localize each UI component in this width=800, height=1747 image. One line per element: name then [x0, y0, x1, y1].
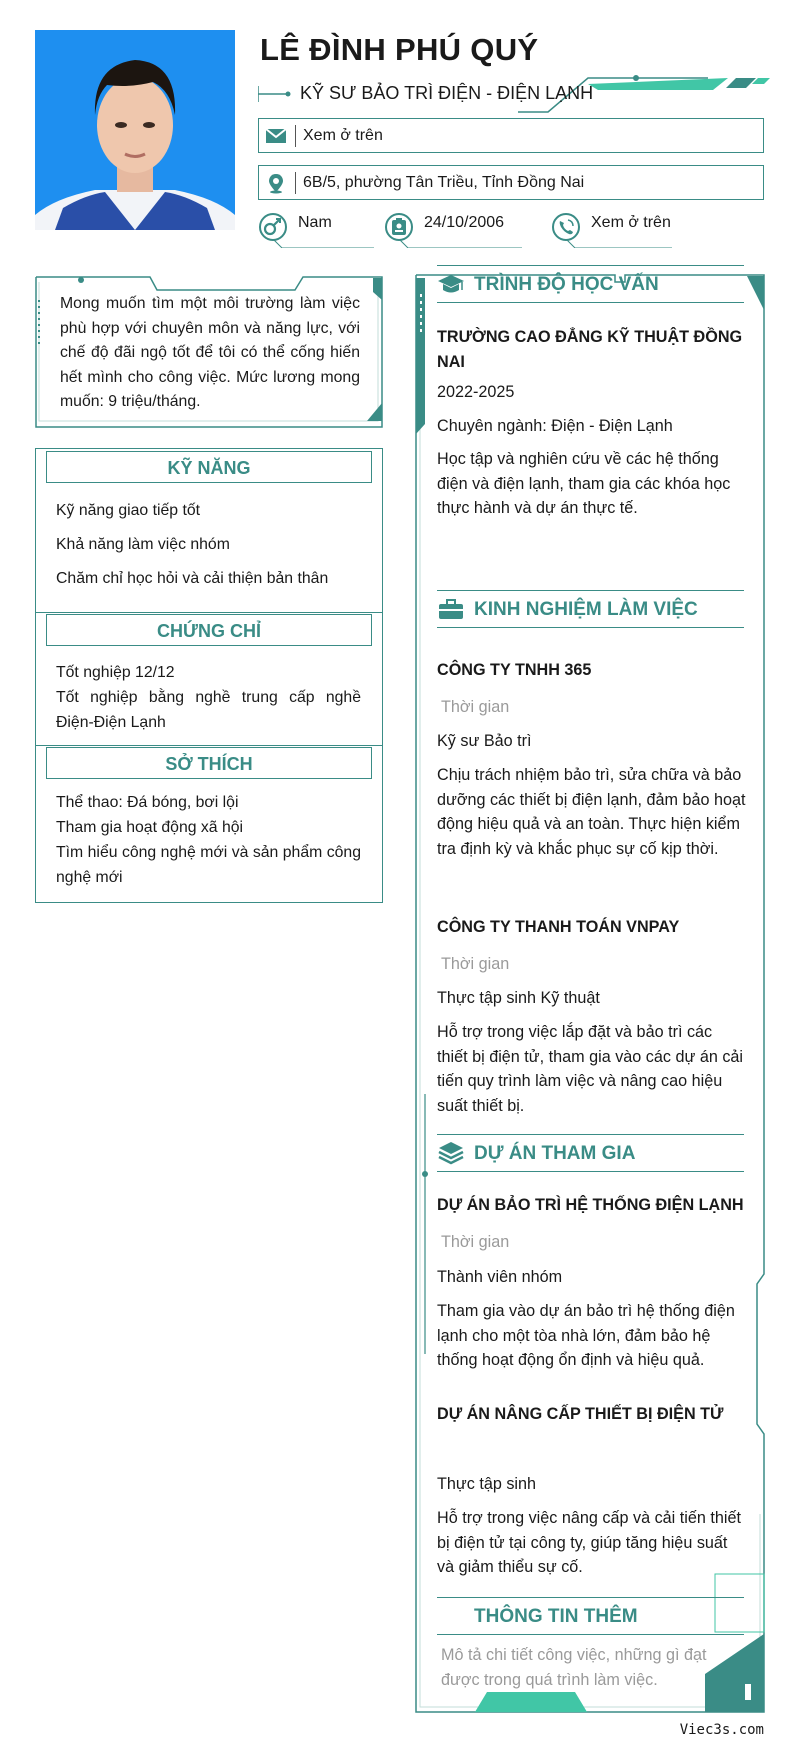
- project-name: DỰ ÁN NÂNG CẤP THIẾT BỊ ĐIỆN TỬ: [437, 1405, 724, 1423]
- job-time: Thời gian: [441, 698, 510, 716]
- project-time: Thời gian: [441, 1233, 510, 1251]
- project-role: Thành viên nhóm: [437, 1268, 563, 1286]
- briefcase-icon: [437, 597, 465, 621]
- hobby-item: Tìm hiểu công nghệ mới và sản phẩm công nghệ mới: [56, 844, 361, 886]
- education-period: 2022-2025: [437, 383, 515, 401]
- location-pin-icon: [265, 172, 287, 194]
- job-position: Kỹ sư Bảo trì: [437, 732, 532, 750]
- company-name: CÔNG TY TNHH 365: [437, 661, 592, 679]
- envelope-icon: [265, 125, 287, 147]
- profile-photo: [35, 30, 235, 230]
- skill-item: Chăm chỉ học hỏi và cải thiện bản thân: [56, 570, 329, 587]
- education-heading: TRÌNH ĐỘ HỌC VẤN: [437, 265, 744, 303]
- id-card-icon: [384, 212, 414, 242]
- education-major: Chuyên ngành: Điện - Điện Lạnh: [437, 417, 673, 435]
- graduation-cap-icon: [437, 272, 465, 296]
- job-time: Thời gian: [441, 955, 510, 973]
- hobbies-heading: SỞ THÍCH: [46, 747, 372, 779]
- job-title: KỸ SƯ BẢO TRÌ ĐIỆN - ĐIỆN LẠNH: [300, 83, 594, 103]
- address-value: 6B/5, phường Tân Triều, Tỉnh Đồng Nai: [303, 174, 585, 191]
- project-description: Tham gia vào dự án bảo trì hệ thống điện lạnh cho một tòa nhà lớn, đảm bảo hệ thống hoạt động ổn định và hiệu quả.: [437, 1302, 735, 1369]
- birthday-value: 24/10/2006: [424, 214, 505, 231]
- phone-icon: [551, 212, 581, 242]
- candidate-name: LÊ ĐÌNH PHÚ QUÝ: [260, 32, 539, 67]
- school-name: TRƯỜNG CAO ĐẲNG KỸ THUẬT ĐỒNG NAI: [437, 328, 743, 371]
- address-field[interactable]: [258, 165, 764, 200]
- project-description: Hỗ trợ trong việc nâng cấp và cải tiến thiết bị điện tử tại công ty, giúp tăng hiệu suất và giảm thiểu sự cố.: [437, 1509, 741, 1576]
- certificate-item: Tốt nghiệp 12/12: [56, 664, 175, 681]
- gender-item: [258, 208, 378, 253]
- phone-value: Xem ở trên: [591, 214, 671, 231]
- gender-icon: [258, 212, 288, 242]
- hobby-item: Thể thao: Đá bóng, bơi lội: [56, 794, 239, 811]
- skill-item: Khả năng làm việc nhóm: [56, 536, 230, 553]
- hobby-item: Tham gia hoạt động xã hội: [56, 819, 244, 836]
- project-name: DỰ ÁN BẢO TRÌ HỆ THỐNG ĐIỆN LẠNH: [437, 1196, 744, 1214]
- certificates-heading: CHỨNG CHỈ: [46, 614, 372, 646]
- additional-info-placeholder[interactable]: Mô tả chi tiết công việc, những gì đạt được trong quá trình làm việc.: [441, 1646, 707, 1689]
- gender-value: Nam: [298, 214, 332, 231]
- layers-icon: [437, 1141, 465, 1165]
- site-watermark: Viec3s.com: [679, 1722, 764, 1738]
- education-description: Học tập và nghiên cứu về các hệ thống điện và điện lạnh, tham gia các khóa học thực hành và dự án thực tế.: [437, 450, 731, 517]
- phone-item: [551, 208, 691, 253]
- experience-heading: KINH NGHIỆM LÀM VIỆC: [437, 590, 744, 628]
- objective-text: Mong muốn tìm một môi trường làm việc phù hợp với chuyên môn và năng lực, với chế độ đãi ngộ tốt để tôi có thể cống hiến hết mình cho công việc. Mức lương mong muốn: 9 triệu/tháng.: [60, 295, 360, 410]
- email-field[interactable]: [258, 118, 764, 153]
- project-role: Thực tập sinh: [437, 1475, 537, 1493]
- skills-heading: KỸ NĂNG: [46, 451, 372, 483]
- email-value: Xem ở trên: [303, 127, 383, 144]
- job-description: Chịu trách nhiệm bảo trì, sửa chữa và bảo dưỡng các thiết bị điện lạnh, đảm bảo hoạt động hiệu quả và an toàn. Thực hiện kiểm tra định kỳ và khắc phục sự cố kịp thời.: [437, 766, 746, 858]
- projects-heading: DỰ ÁN THAM GIA: [437, 1134, 744, 1172]
- left-column: [35, 448, 383, 903]
- skill-item: Kỹ năng giao tiếp tốt: [56, 502, 201, 519]
- birthday-item: [384, 208, 524, 253]
- job-description: Hỗ trợ trong việc lắp đặt và bảo trì các thiết bị điện tử, tham gia vào các dự án cải tiến quy trình làm việc và nâng cao hiệu suất thiết bị.: [437, 1023, 744, 1115]
- certificate-item: Tốt nghiệp bằng nghề trung cấp nghề Điện-Điện Lạnh: [56, 689, 361, 731]
- additional-info-heading: THÔNG TIN THÊM: [437, 1597, 744, 1635]
- career-objective: [35, 276, 383, 428]
- company-name: CÔNG TY THANH TOÁN VNPAY: [437, 918, 680, 936]
- job-position: Thực tập sinh Kỹ thuật: [437, 989, 600, 1007]
